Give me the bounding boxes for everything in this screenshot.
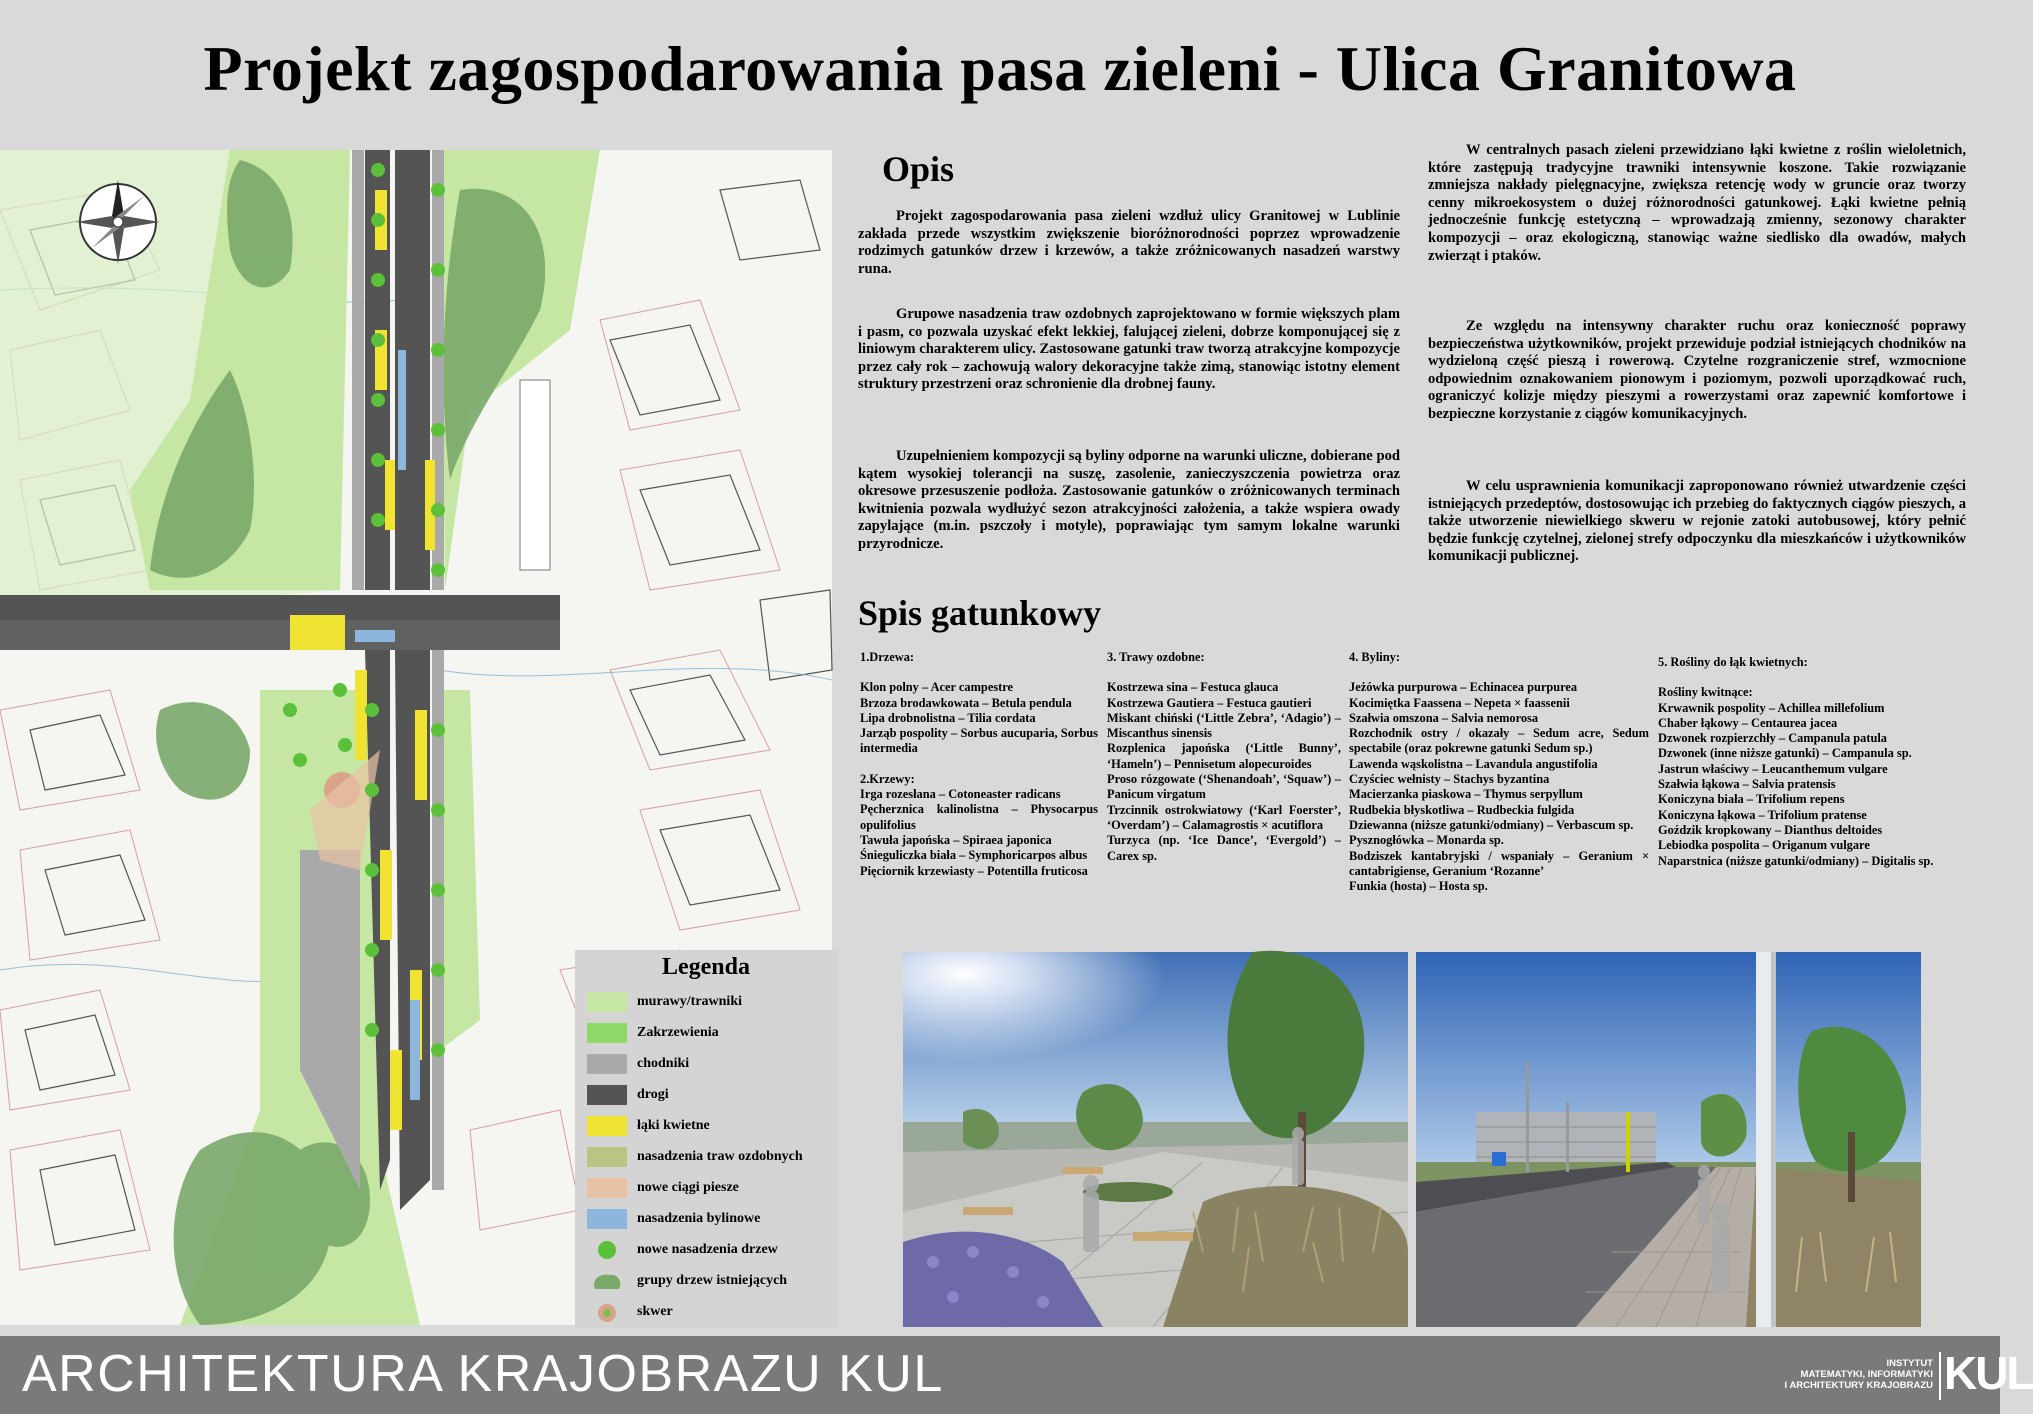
tree-species-item: Lipa drobnolistna – Tilia cordata — [860, 710, 1036, 725]
perennial-species-item: Szałwia omszona – Salvia nemorosa — [1349, 710, 1539, 725]
legend-item — [587, 1209, 837, 1231]
logo-divider — [1939, 1352, 1941, 1400]
legend-label: murawy/trawniki — [637, 994, 742, 1009]
perennial-species-item: Bodziszek kantabryjski / wspaniały – Geranium × cantabrigiense, Geranium ‘Rozanne’ — [1349, 848, 1649, 878]
tree-species-item: Brzoza brodawkowata – Betula pendula — [860, 695, 1072, 710]
meadow-species-item: Koniczyna łąkowa – Trifolium pratense — [1658, 807, 1867, 822]
perennial-species-item: Pysznogłówka – Monarda sp. — [1349, 833, 1504, 848]
footer-bar — [0, 1336, 2033, 1414]
legend-swatch — [587, 1116, 627, 1136]
legend-label: chodniki — [637, 1056, 690, 1071]
legend-item — [587, 1116, 837, 1138]
grass-species-item: Trzcinnik ostrokwiatowy (‘Karl Foerster’, ‘Overdam’) – Calamagrostis × acutiflora — [1107, 802, 1341, 832]
perennial-species-item: Rudbekia błyskotliwa – Rudbeckia fulgida — [1349, 802, 1575, 817]
shrub-species-item: Irga rozesłana – Cotoneaster radicans — [860, 787, 1061, 802]
institute-logo-text — [1755, 1358, 1933, 1391]
legend-swatch — [587, 1054, 627, 1074]
tree-dot-icon — [587, 1240, 627, 1260]
legend-item — [587, 1054, 837, 1076]
map-legend — [575, 950, 837, 1328]
perennial-species-item: Rozchodnik ostry / okazały – Sedum acre, Sedum spectabile (oraz pokrewne gatunki Sedum sp.) — [1349, 726, 1649, 756]
legend-label: nowe nasadzenia drzew — [637, 1242, 778, 1257]
legend-swatch — [587, 1209, 627, 1229]
legend-label: nasadzenia traw ozdobnych — [637, 1149, 803, 1164]
spis-heading: Spis gatunkowy — [858, 593, 1102, 633]
tree-species-item: Klon polny – Acer campestre — [860, 680, 1014, 695]
perennial-species-item: Macierzanka piaskowa – Thymus serpyllum — [1349, 787, 1583, 802]
species-column-grasses — [1107, 650, 1341, 864]
meadow-species-item: Szałwia łąkowa – Salvia pratensis — [1658, 777, 1836, 792]
legend-item — [587, 1147, 837, 1169]
visualization-street-photo — [1416, 952, 1921, 1327]
meadow-title: 5. Rośliny do łąk kwietnych: — [1658, 655, 1808, 669]
meadow-species-item: Dzwonek rozpierzchły – Campanula patula — [1658, 731, 1888, 746]
meadow-species-item: Goździk kropkowany – Dianthus deltoides — [1658, 822, 1883, 837]
grass-species-item: Miskant chiński (‘Little Zebra’, ‘Adagio’) – Miscanthus sinensis — [1107, 710, 1341, 741]
legend-swatch — [587, 1178, 627, 1198]
opis-heading: Opis — [882, 149, 955, 189]
footer-title: ARCHITEKTURA KRAJOBRAZU KUL — [22, 1345, 944, 1403]
tree-species-item: Jarząb pospolity – Sorbus aucuparia, Sorbus intermedia — [860, 726, 1098, 756]
shrub-species-item: Pęcherznica kalinolistna – Physocarpus opulifolius — [860, 802, 1098, 832]
opis-paragraph-4: W centralnych pasach zieleni przewidziano łąki kwietne z roślin wieloletnich, które zastępują tradycyjne trawniki intensywnie koszone. Takie rozwiązanie zmniejsza nakłady pielęgnacyjne, zwiększa retencję wody w gruncie oraz tworzy cenny mikroekosystem o dużej różnorodności gatunkowej. Łąki kwietne pełnią jednocześnie funkcję estetyczną – wprowadzają zmienny, sezonowy charakter kompozycji – oraz ekologiczną, stanowiąc ważne siedlisko dla owadów, małych zwierząt i ptaków. — [1428, 142, 1966, 264]
legend-item — [587, 1085, 837, 1107]
square-plaza-icon — [587, 1302, 627, 1322]
perennial-species-item: Czyściec wełnisty – Stachys byzantina — [1349, 772, 1550, 787]
legend-label: nowe ciągi piesze — [637, 1180, 739, 1195]
meadow-species-item: Chaber łąkowy – Centaurea jacea — [1658, 715, 1838, 730]
meadow-species-item: Lebiodka pospolita – Origanum vulgare — [1658, 838, 1870, 853]
legend-title: Legenda — [661, 954, 750, 980]
legend-swatch — [587, 992, 627, 1012]
grass-species-item: Kostrzewa sina – Festuca glauca — [1107, 680, 1279, 695]
legend-swatch — [587, 1085, 627, 1105]
institute-line: MATEMATYKI, INFORMATYKI — [1800, 1369, 1933, 1380]
legend-item — [587, 1240, 837, 1262]
opis-paragraph-5: Ze względu na intensywny charakter ruchu oraz konieczność poprawy bezpieczeństwa użytkowników, projekt przewiduje podział istniejących chodników na wydzieloną część pieszą i rowerową. Czytelne rozgraniczenie stref, wzmocnione odpowiednim oznakowaniem pionowym i poziomym, pozwoli uporządkować ruch, ograniczyć kolizje między pieszymi a rowerzystami oraz zapewnić komfortowe i bezpieczne korzystanie z ciągów komunikacyjnych. — [1428, 318, 1966, 422]
legend-label: grupy drzew istniejących — [637, 1273, 788, 1288]
meadow-species-item: Krwawnik pospolity – Achillea millefolium — [1658, 700, 1885, 715]
meadow-species-item: Koniczyna biała – Trifolium repens — [1658, 792, 1845, 807]
poster-title: Projekt zagospodarowania pasa zieleni - Ulica Granitowa — [203, 33, 1797, 104]
meadow-species-item: Dzwonek (inne niższe gatunki) – Campanula sp. — [1658, 746, 1912, 761]
institute-line: INSTYTUT — [1886, 1358, 1933, 1369]
legend-item — [587, 1302, 837, 1324]
opis-paragraph-6: W celu usprawnienia komunikacji zaproponowano również utwardzenie części istniejących przedeptów, dostosowując ich przebieg do faktycznych ciągów pieszych, a także utworzenie niewielkiego skweru w rejonie zatoki autobusowej, który pełnić będzie funkcję czytelnej, zielonej strefy odpoczynku dla mieszkańców i użytkowników komunikacji publicznej. — [1428, 478, 1966, 565]
shrub-species-item: Tawuła japońska – Spiraea japonica — [860, 832, 1052, 847]
tree-group-icon — [587, 1271, 627, 1291]
legend-label: drogi — [637, 1087, 669, 1102]
legend-label: skwer — [637, 1304, 673, 1319]
trees-title: 1.Drzewa: — [860, 650, 915, 664]
institute-line: I ARCHITEKTURY KRAJOBRAZU — [1784, 1380, 1933, 1391]
species-column-meadow — [1658, 655, 1934, 869]
perennial-species-item: Funkia (hosta) – Hosta sp. — [1349, 879, 1488, 894]
meadow-subtitle: Rośliny kwitnące: — [1658, 685, 1753, 700]
legend-label: nasadzenia bylinowe — [637, 1211, 761, 1226]
legend-item — [587, 1023, 837, 1045]
grass-species-item: Kostrzewa Gautiera – Festuca gautieri — [1107, 695, 1312, 710]
legend-item — [587, 1178, 837, 1200]
legend-item — [587, 1271, 837, 1293]
perennial-species-item: Dziewanna (niższe gatunki/odmiany) – Verbascum sp. — [1349, 817, 1634, 832]
site-plan-map — [0, 150, 832, 1325]
legend-label: Zakrzewienia — [637, 1025, 719, 1040]
legend-swatch — [587, 1023, 627, 1043]
meadow-species-item: Naparstnica (niższe gatunki/odmiany) – Digitalis sp. — [1658, 853, 1934, 868]
opis-paragraph-3: Uzupełnieniem kompozycji są byliny odporne na warunki uliczne, dobierane pod kątem wysokiej tolerancji na suszę, zasolenie, zanieczyszczenia powietrza oraz okresowe przesuszenie podłoża. Zastosowanie gatunków o zróżnicowanych terminach kwitnienia pozwala wydłużyć sezon atrakcyjności założenia, a także wspiera owady zapylające (m.in. pszczoły i motyle), poprawiając tym samym lokalne warunki przyrodnicze. — [858, 448, 1400, 552]
visualization-square-photo — [903, 952, 1408, 1327]
legend-item — [587, 992, 837, 1014]
opis-paragraph-2: Grupowe nasadzenia traw ozdobnych zaprojektowano w formie większych plam i pasm, co pozwala uzyskać efekt lekkiej, falującej zieleni, dobrze komponującej się z liniowym charakterem ulicy. Zastosowane gatunki traw tworzą atrakcyjne kompozycje przez cały rok – zachowują walory dekoracyjne także zimą, stanowiąc istotny element struktury przestrzeni oraz schronienie dla drobnej fauny. — [858, 306, 1400, 393]
species-column-trees-shrubs — [860, 650, 1098, 879]
shrub-species-item: Śnieguliczka biała – Symphoricarpos albus — [860, 848, 1088, 863]
perennials-title: 4. Byliny: — [1349, 650, 1400, 664]
perennial-species-item: Lawenda wąskolistna – Lavandula angustifolia — [1349, 756, 1598, 771]
legend-swatch — [587, 1147, 627, 1167]
grass-species-item: Rozplenica japońska (‘Little Bunny’, ‘Hameln’) – Pennisetum alopecuroides — [1107, 741, 1341, 771]
grasses-title: 3. Trawy ozdobne: — [1107, 650, 1205, 664]
species-column-perennials — [1349, 650, 1649, 894]
shrubs-title: 2.Krzewy: — [860, 771, 915, 786]
grass-species-item: Proso rózgowate (‘Shenandoah’, ‘Squaw’) – Panicum virgatum — [1107, 772, 1341, 802]
perennial-species-item: Jeżówka purpurowa – Echinacea purpurea — [1349, 680, 1578, 695]
kul-logo: KUL — [1944, 1347, 2033, 1399]
opis-paragraph-1: Projekt zagospodarowania pasa zieleni wzdłuż ulicy Granitowej w Lublinie zakłada przede wszystkim zwiększenie bioróżnorodności poprzez wprowadzenie rodzimych gatunków drzew i krzewów, a także zróżnicowanych nasadzeń warstwy runa. — [858, 208, 1400, 277]
grass-species-item: Turzyca (np. ‘Ice Dance’, ‘Evergold’) – Carex sp. — [1107, 833, 1341, 863]
perennial-species-item: Kocimiętka Faassena – Nepeta × faassenii — [1349, 695, 1570, 710]
shrub-species-item: Pięciornik krzewiasty – Potentilla fruticosa — [860, 863, 1088, 878]
meadow-species-item: Jastrun właściwy – Leucanthemum vulgare — [1658, 761, 1888, 776]
legend-label: łąki kwietne — [637, 1118, 710, 1133]
